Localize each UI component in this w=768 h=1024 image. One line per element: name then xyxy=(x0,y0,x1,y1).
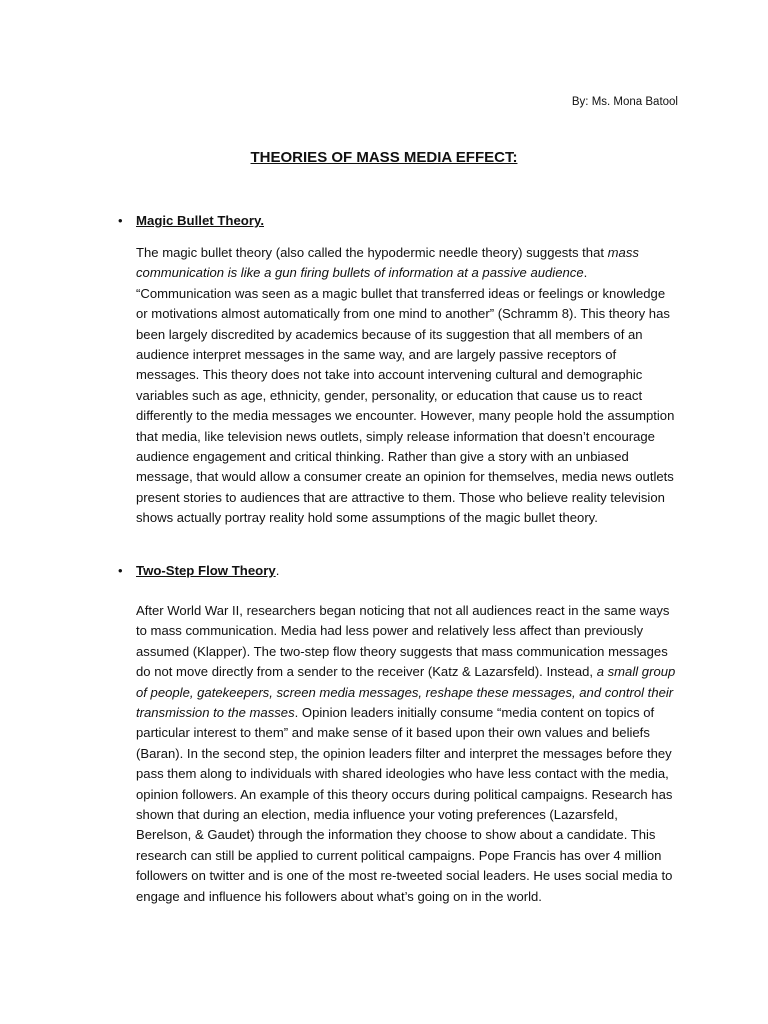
paragraph-text: The magic bullet theory (also called the hypodermic needle theory) suggests that xyxy=(136,245,608,260)
paragraph-emphasis: a small group of people, gatekeepers, screen media messages, reshape these messages, and control their transmission to the masses xyxy=(136,664,676,721)
bullet-icon: • xyxy=(118,563,123,578)
paragraph-text: . “Communication was seen as a magic bullet that transferred ideas or feelings or knowledge or motivations almost automatically from one mind to another” (Schramm 8). This theory has been largely discredited by academics because of its suggestion that all members of an audience interpret messages in the same way, and are largely passive receptors of messages. This theory does not take into account intervening cultural and demographic variables such as age, ethnicity, gender, personality, or education that cause us to react differently to the media messages we encounter. However, many people hold the assumption that media, like television news outlets, simply release information that doesn’t encourage audience engagement and critical thinking. Rather than give a story with an unbiased message, that would allow a consumer create an opinion for themselves, media news outlets present stories to audiences that are attractive to them. Those who believe reality television shows actually portray reality hold some assumptions of the magic bullet theory. xyxy=(136,265,675,526)
paragraph-emphasis: mass communication is like a gun firing bullets of information at a passive audience xyxy=(136,245,639,281)
section-heading-label: Magic Bullet Theory. xyxy=(136,213,264,228)
section-heading-label: Two-Step Flow Theory xyxy=(136,563,276,578)
section-heading-two-step-flow xyxy=(118,562,279,580)
author-byline: By: Ms. Mona Batool xyxy=(571,96,678,108)
paragraph-text: After World War II, researchers began noticing that not all audiences react in the same ways to mass communication. Media had less power and relatively less affect than previously assumed (Klapper). The two-step flow theory suggests that mass communication messages do not move directly from a sender to the receiver (Katz & Lazarsfeld). Instead, xyxy=(136,603,670,680)
section-heading-suffix: . xyxy=(275,563,280,578)
section-paragraph-two-step-flow xyxy=(136,601,676,907)
section-paragraph-magic-bullet xyxy=(136,243,676,529)
paragraph-text: . Opinion leaders initially consume “media content on topics of particular interest to them” and make sense of it based upon their own values and beliefs (Baran). In the second step, the opinion leaders filter and interpret the messages before they pass them along to individuals with shared ideologies who have less contact with the media, opinion followers. An example of this theory occurs during political campaigns. Research has shown that during an election, media influence your voting preferences (Lazarsfeld, Berelson, & Gaudet) through the information they choose to show about a candidate. This research can still be applied to current political campaigns. Pope Francis has over 4 million followers on twitter and is one of the most re-tweeted social leaders. He uses social media to engage and influence his followers about what’s going on in the world. xyxy=(136,705,673,904)
bullet-icon: • xyxy=(118,213,123,228)
section-heading-magic-bullet xyxy=(118,212,264,230)
document-title: THEORIES OF MASS MEDIA EFFECT: xyxy=(250,149,518,166)
